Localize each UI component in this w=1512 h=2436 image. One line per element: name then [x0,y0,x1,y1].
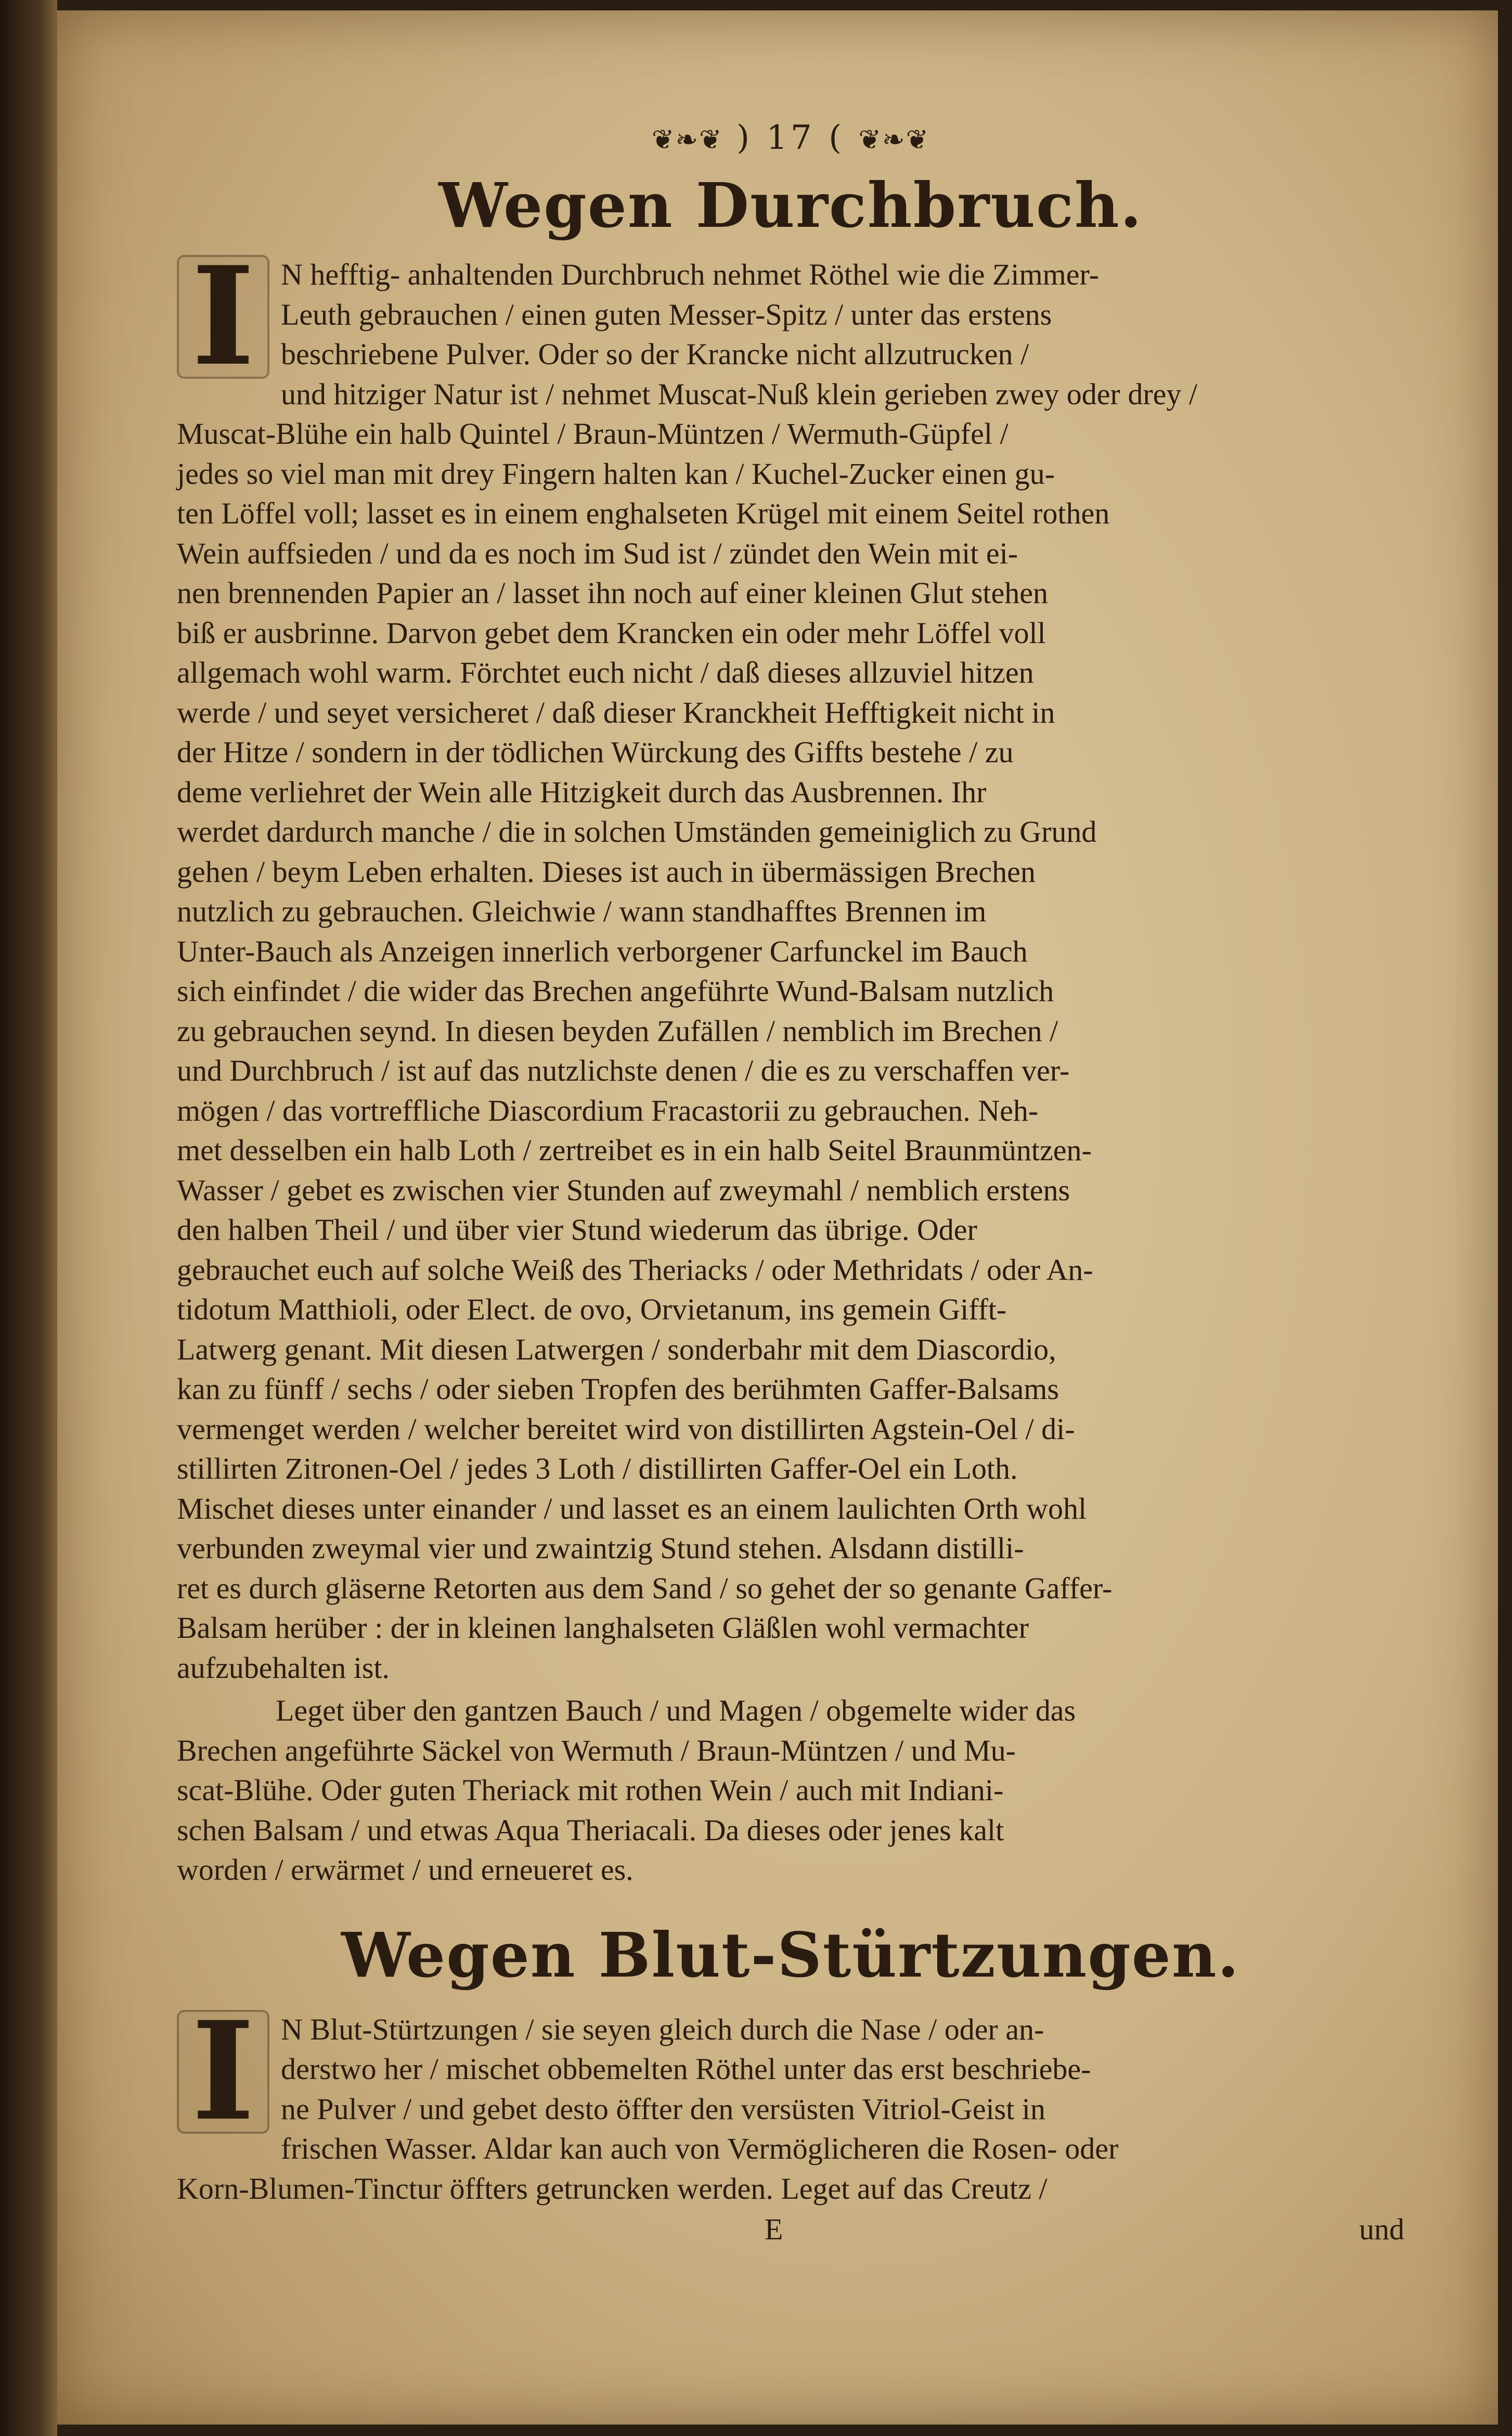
paragraph-durchbruch [177,237,1404,1688]
text-line: nutzlich zu gebrauchen. Gleichwie / wann standhafftes Brennen im [177,894,987,928]
text-line: Brechen angeführte Säckel von Wermuth / Braun-Müntzen / und Mu- [177,1733,1016,1767]
section-title-blut-stuertzungen: Wegen Blut-Stürtzungen. [341,1918,1240,1991]
text-line: Unter-Bauch als Anzeigen innerlich verborgener Carfunckel im Bauch [177,934,1028,968]
text-line: allgemach wohl warm. Förchtet euch nicht / daß dieses allzuviel hitzen [177,656,1034,689]
text-line: verbunden zweymal vier und zwaintzig Stund stehen. Alsdann distilli- [177,1531,1024,1565]
page-footer [177,2209,1404,2250]
signature-mark: E [765,2212,783,2246]
text-line: tidotum Matthioli, oder Elect. de ovo, Orvietanum, ins gemein Gifft- [177,1292,1007,1326]
text-line: aufzubehalten ist. [177,1650,390,1685]
text-line: N Blut-Stürtzungen / sie seyen gleich durch die Nase / oder an- [281,2012,1044,2046]
text-line: Balsam herüber : der in kleinen langhalseten Gläßlen wohl vermachter [177,1611,1029,1645]
text-line: Leget über den gantzen Bauch / und Magen / obgemelte wider das [276,1694,1076,1727]
book-gutter [0,0,57,2436]
text-line: werde / und seyet versicheret / daß dieser Kranckheit Hefftigkeit nicht in [177,695,1055,729]
text-line: nen brennenden Papier an / lasset ihn noch auf einer kleinen Glut stehen [177,576,1049,610]
text-line: Mischet dieses unter einander / und lasset es an einem laulichten Orth wohl [177,1491,1087,1525]
text-line: gebrauchet euch auf solche Weiß des Theriacks / oder Methridats / oder An- [177,1252,1093,1287]
text-line: scat-Blühe. Oder guten Theriack mit rothen Wein / auch mit Indiani- [177,1773,1004,1807]
text-line: den halben Theil / und über vier Stund wiederum das übrige. Oder [177,1213,977,1247]
paragraph-bauch [177,1691,1404,1890]
paragraph-blut-stuertzungen [177,1992,1404,2209]
ornament-left: ❦❧❦ [651,124,723,156]
text-line: Wein auffsieden / und da es noch im Sud ist / zündet den Wein mit ei- [177,536,1018,570]
text-line: Leuth gebrauchen / einen guten Messer-Spitz / unter das erstens [281,297,1052,331]
text-line: gehen / beym Leben erhalten. Dieses ist auch in übermässigen Brechen [177,854,1036,889]
text-line: ret es durch gläserne Retorten aus dem Sand / so gehet der so genante Gaffer- [177,1571,1113,1605]
text-line: worden / erwärmet / und erneueret es. [177,1853,634,1887]
text-line: und hitziger Natur ist / nehmet Muscat-Nuß klein gerieben zwey oder drey / [281,377,1198,411]
text-line: ten Löffel voll; lasset es in einem enghalseten Krügel mit einem Seitel rothen [177,496,1110,530]
text-line: werdet dardurch manche / die in solchen Umständen gemeiniglich zu Grund [177,815,1097,849]
drop-cap: I [177,255,269,379]
text-line: stillirten Zitronen-Oel / jedes 3 Loth / distillirten Gaffer-Oel ein Loth. [177,1452,1018,1485]
text-line: der Hitze / sondern in der tödlichen Würckung des Giffts bestehe / zu [177,735,1014,769]
text-line: deme verliehret der Wein alle Hitzigkeit durch das Ausbrennen. Ihr [177,775,987,809]
text-line: beschriebene Pulver. Oder so der Krancke nicht allzutrucken / [281,337,1029,371]
drop-cap: I [177,2010,269,2134]
page-number: ) 17 ( [736,119,845,157]
text-line: ne Pulver / und gebet desto öffter den versüsten Vitriol-Geist in [281,2092,1045,2126]
section-title-durchbruch: Wegen Durchbruch. [438,169,1143,241]
text-line: vermenget werden / welcher bereitet wird von distillirten Agstein-Oel / di- [177,1412,1075,1446]
text-line: Wasser / gebet es zwischen vier Stunden auf zweymahl / nemblich erstens [177,1173,1070,1207]
text-line: Muscat-Blühe ein halb Quintel / Braun-Müntzen / Wermuth-Güpfel / [177,417,1009,451]
text-line: schen Balsam / und etwas Aqua Theriacali. Da dieses oder jenes kalt [177,1813,1004,1847]
text-line: biß er ausbrinne. Darvon gebet dem Krancken ein oder mehr Löffel voll [177,616,1046,650]
text-line: zu gebrauchen seynd. In diesen beyden Zufällen / nemblich im Brechen / [177,1014,1058,1048]
text-line: kan zu fünff / sechs / oder sieben Tropfen des berühmten Gaffer-Balsams [177,1372,1059,1406]
ornament-right: ❦❧❦ [858,124,930,156]
text-line: mögen / das vortreffliche Diascordium Fracastorii zu gebrauchen. Neh- [177,1093,1039,1127]
text-line: und Durchbruch / ist auf das nutzlichste denen / die es zu verschaffen ver- [177,1054,1070,1087]
text-line: jedes so viel man mit drey Fingern halten kan / Kuchel-Zucker einen gu- [177,456,1055,491]
text-line: derstwo her / mischet obbemelten Röthel unter das erst beschriebe- [281,2052,1091,2086]
catchword: und [1359,2212,1404,2246]
text-line: N hefftig- anhaltenden Durchbruch nehmet Röthel wie die Zimmer- [281,258,1099,291]
page-content [177,114,1404,2250]
text-line: Latwerg genant. Mit diesen Latwergen / sonderbahr mit dem Diascordio, [177,1332,1056,1366]
text-line: frischen Wasser. Aldar kan auch von Vermöglicheren die Rosen- oder [281,2132,1119,2165]
text-line: met desselben ein halb Loth / zertreibet es in ein halb Seitel Braunmüntzen- [177,1133,1092,1167]
text-line: Korn-Blumen-Tinctur öffters getruncken werden. Leget auf das Creutz / [177,2171,1048,2206]
page-header [177,114,1404,161]
text-line: sich einfindet / die wider das Brechen angeführte Wund-Balsam nutzlich [177,974,1054,1008]
